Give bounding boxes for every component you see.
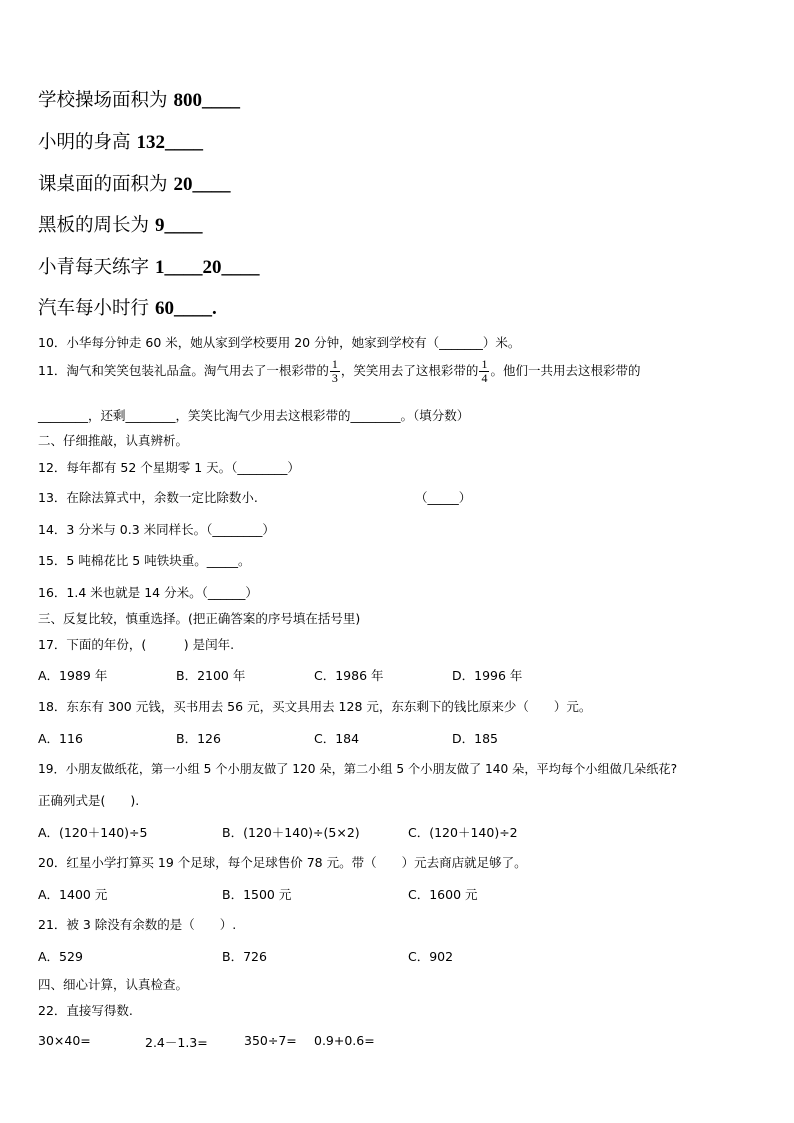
q18-option-b: B．126 — [176, 731, 221, 746]
question-10: 10．小华每分钟走 60 米，她从家到学校要用 20 分钟，她家到学校有（_______）米。 — [38, 335, 521, 350]
q21-option-a: A．529 — [38, 949, 83, 964]
question-19: 19．小朋友做纸花，第一小组 5 个小朋友做了 120 朵，第二小组 5 个小朋友做了 140 朵，平均每个小组做几朵纸花? — [38, 762, 678, 776]
question-16: 16．1.4 米也就是 14 分米。（______） — [38, 585, 258, 600]
section-2-heading: 二、仔细推敲，认真辨析。 — [38, 433, 189, 448]
q17-option-c: C．1986 年 — [314, 668, 384, 683]
calc-4: 0.9+0.6= — [314, 1033, 375, 1048]
question-22: 22．直接写得数. — [38, 1003, 133, 1018]
question-11: 11．淘气和笑笑包装礼品盒。淘气用去了一根彩带的 $\frac{1}{3}$ ，笑笑用去了这根彩带的 $\frac{1}{4}$ 。他们一共用去这根彩带的 — [38, 357, 641, 385]
calc-3: 350÷7= — [244, 1033, 297, 1048]
section-3-heading: 三、反复比较，慎重选择。(把正确答案的序号填在括号里) — [38, 611, 361, 626]
q20-option-c: C．1600 元 — [408, 887, 478, 902]
question-14: 14．3 分米与 0.3 米同样长。（________） — [38, 522, 275, 537]
question-15: 15．5 吨棉花比 5 吨铁块重。_____。 — [38, 553, 251, 568]
fraction-one-fourth: $\frac{1}{4}$ — [481, 357, 488, 385]
question-21: 21．被 3 除没有余数的是（ ）. — [38, 917, 237, 932]
unit-item-playground: 学校操场面积为 800____ — [38, 90, 241, 111]
q18-option-d: D．185 — [452, 731, 498, 746]
q18-option-a: A．116 — [38, 731, 83, 746]
q17-option-d: D．1996 年 — [452, 668, 523, 683]
unit-item-blackboard: 黑板的周长为 9____ — [38, 215, 203, 236]
unit-item-car: 汽车每小时行 60____. — [38, 298, 217, 319]
unit-item-writing: 小青每天练字 1____20____ — [38, 257, 260, 278]
q17-option-a: A．1989 年 — [38, 668, 108, 683]
fraction-one-third: $\frac{1}{3}$ — [331, 357, 338, 385]
q18-option-c: C．184 — [314, 731, 360, 746]
q21-option-b: B．726 — [222, 949, 267, 964]
section-4-heading: 四、细心计算，认真检查。 — [38, 977, 189, 992]
question-17: 17．下面的年份，( ) 是闰年. — [38, 637, 235, 652]
q19-option-a: A．(120＋140)÷5 — [38, 825, 148, 840]
q17-option-b: B．2100 年 — [176, 668, 246, 683]
unit-item-height: 小明的身高 132____ — [38, 132, 204, 153]
question-18: 18．东东有 300 元钱，买书用去 56 元，买文具用去 128 元，东东剩下的钱比原来少（ ）元。 — [38, 699, 592, 714]
question-12: 12．每年都有 52 个星期零 1 天。（________） — [38, 460, 300, 475]
q20-option-b: B．1500 元 — [222, 887, 292, 902]
q21-option-c: C．902 — [408, 949, 454, 964]
question-13: 13．在除法算式中，余数一定比除数小. — [38, 490, 258, 505]
unit-item-desk: 课桌面的面积为 20____ — [38, 174, 231, 195]
question-19-line2: 正确列式是( ). — [38, 793, 140, 808]
question-13-blank: （_____） — [415, 490, 472, 505]
q20-option-a: A．1400 元 — [38, 887, 108, 902]
q19-option-b: B．(120＋140)÷(5×2) — [222, 825, 360, 840]
calc-1: 30×40= — [38, 1033, 91, 1048]
question-11-line2: ________，还剩________，笑笑比淘气少用去这根彩带的________。（填分数） — [38, 408, 470, 423]
question-20: 20．红星小学打算买 19 个足球，每个足球售价 78 元。带（ ）元去商店就足够了。 — [38, 855, 527, 870]
calc-2: 2.4－1.3= — [145, 1035, 208, 1050]
q19-option-c: C．(120＋140)÷2 — [408, 825, 518, 840]
